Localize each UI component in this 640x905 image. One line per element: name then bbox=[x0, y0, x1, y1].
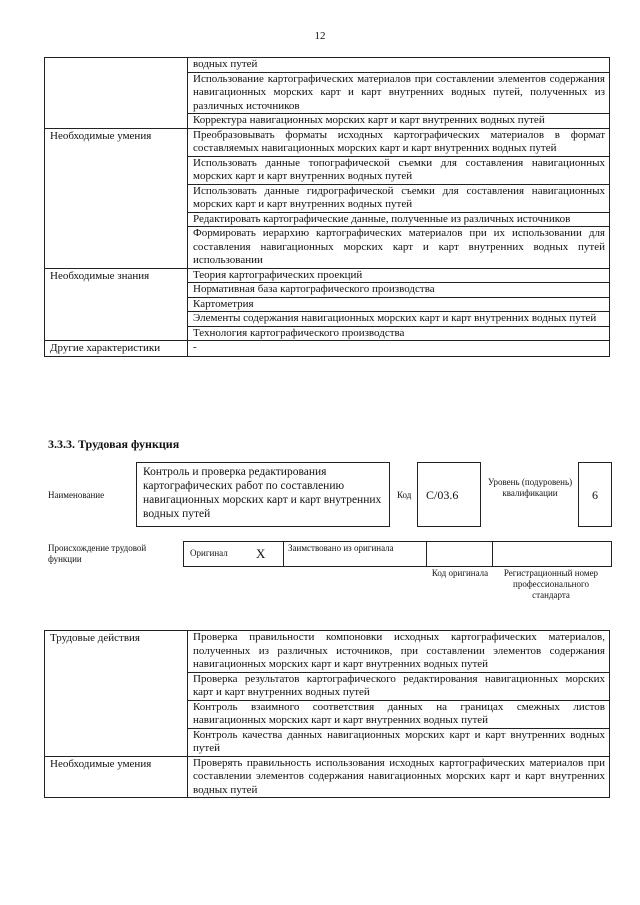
row-label: Другие характеристики bbox=[45, 341, 188, 357]
labor-actions-table bbox=[44, 630, 610, 798]
cell-text: Формировать иерархию картографических материалов при их использовании для составления навигационных морских карт и карт внутренних водных путей использовании bbox=[188, 227, 610, 269]
cell-text: водных путей bbox=[188, 58, 610, 73]
cell-text: Преобразовывать форматы исходных картографических материалов в формат составляемых навигационных морских карт и карт внутренних водных путей bbox=[188, 128, 610, 156]
table-row bbox=[45, 128, 610, 156]
origin-label: Происхождение трудовой функции bbox=[48, 543, 147, 564]
code-box bbox=[417, 462, 481, 527]
name-box bbox=[136, 462, 390, 527]
table-row bbox=[45, 341, 610, 357]
section-heading: 3.3.3. Трудовая функция bbox=[48, 437, 180, 451]
page-number: 12 bbox=[314, 30, 326, 42]
table-row bbox=[45, 756, 610, 798]
original-mark: X bbox=[256, 546, 266, 561]
cell-text: Контроль качества данных навигационных морских карт и карт внутренних водных путей bbox=[188, 728, 610, 756]
cell-text: - bbox=[188, 341, 610, 357]
cell-text: Теория картографических проекций bbox=[188, 268, 610, 283]
requirements-table bbox=[44, 57, 610, 357]
reg-number-caption: Регистрационный номер профессионального стандарта bbox=[503, 568, 599, 600]
name-label: Наименование bbox=[48, 490, 105, 500]
cell-text: Проверка правильности компоновки исходных картографических материалов, полученных из различных источников, при составлении элементов содержания навигационных морских карт и карт внутренних водных путей bbox=[188, 631, 610, 673]
table-row bbox=[45, 268, 610, 283]
cell-text: Проверка результатов картографического редактирования навигационных морских карт и карт внутренних водных путей bbox=[188, 672, 610, 700]
row-label: Необходимые умения bbox=[45, 756, 188, 798]
table-row bbox=[45, 58, 610, 73]
level-box bbox=[578, 462, 612, 527]
cell-text: Использовать данные гидрографической съемки для составления навигационных морских карт и карт внутренних водных путей bbox=[188, 184, 610, 212]
cell-text: Корректура навигационных морских карт и карт внутренних водных путей bbox=[188, 114, 610, 129]
cell-text: Использование картографических материалов при составлении элементов содержания навигационных морских карт и карт внутренних водных путей, полученных из различных источников bbox=[188, 72, 610, 114]
divider bbox=[283, 542, 284, 566]
function-name: Контроль и проверка редактирования картографических работ по составлению навигационных морских карт и карт внутренних водных путей bbox=[143, 466, 382, 520]
row-label: Необходимые знания bbox=[45, 268, 188, 341]
cell-text: Редактировать картографические данные, полученные из различных источников bbox=[188, 212, 610, 227]
code-original-caption: Код оригинала bbox=[431, 568, 489, 578]
level-label: Уровень (подуровень) квалификации bbox=[487, 477, 573, 498]
cell-text: Технология картографического производства bbox=[188, 326, 610, 341]
code-value: C/03.6 bbox=[426, 488, 459, 502]
code-label: Код bbox=[397, 490, 412, 500]
borrowed-label: Заимствовано из оригинала bbox=[288, 543, 394, 553]
divider bbox=[492, 542, 493, 566]
table-row bbox=[45, 631, 610, 673]
cell-text: Контроль взаимного соответствия данных на границах смежных листов навигационных морских карт и карт внутренних водных путей bbox=[188, 700, 610, 728]
origin-box bbox=[183, 541, 612, 567]
row-label bbox=[45, 58, 188, 129]
cell-text: Элементы содержания навигационных морских карт и карт внутренних водных путей bbox=[188, 312, 610, 327]
row-label: Необходимые умения bbox=[45, 128, 188, 268]
level-value: 6 bbox=[592, 488, 598, 502]
cell-text: Проверять правильность использования исходных картографических материалов при составлении элементов содержания навигационных морских карт и карт внутренних водных путей bbox=[188, 756, 610, 798]
cell-text: Использовать данные топографической съемки для составления навигационных морских карт и карт внутренних водных путей bbox=[188, 156, 610, 184]
cell-text: Нормативная база картографического производства bbox=[188, 283, 610, 298]
row-label: Трудовые действия bbox=[45, 631, 188, 757]
original-label: Оригинал bbox=[190, 548, 228, 558]
divider bbox=[426, 542, 427, 566]
cell-text: Картометрия bbox=[188, 297, 610, 312]
